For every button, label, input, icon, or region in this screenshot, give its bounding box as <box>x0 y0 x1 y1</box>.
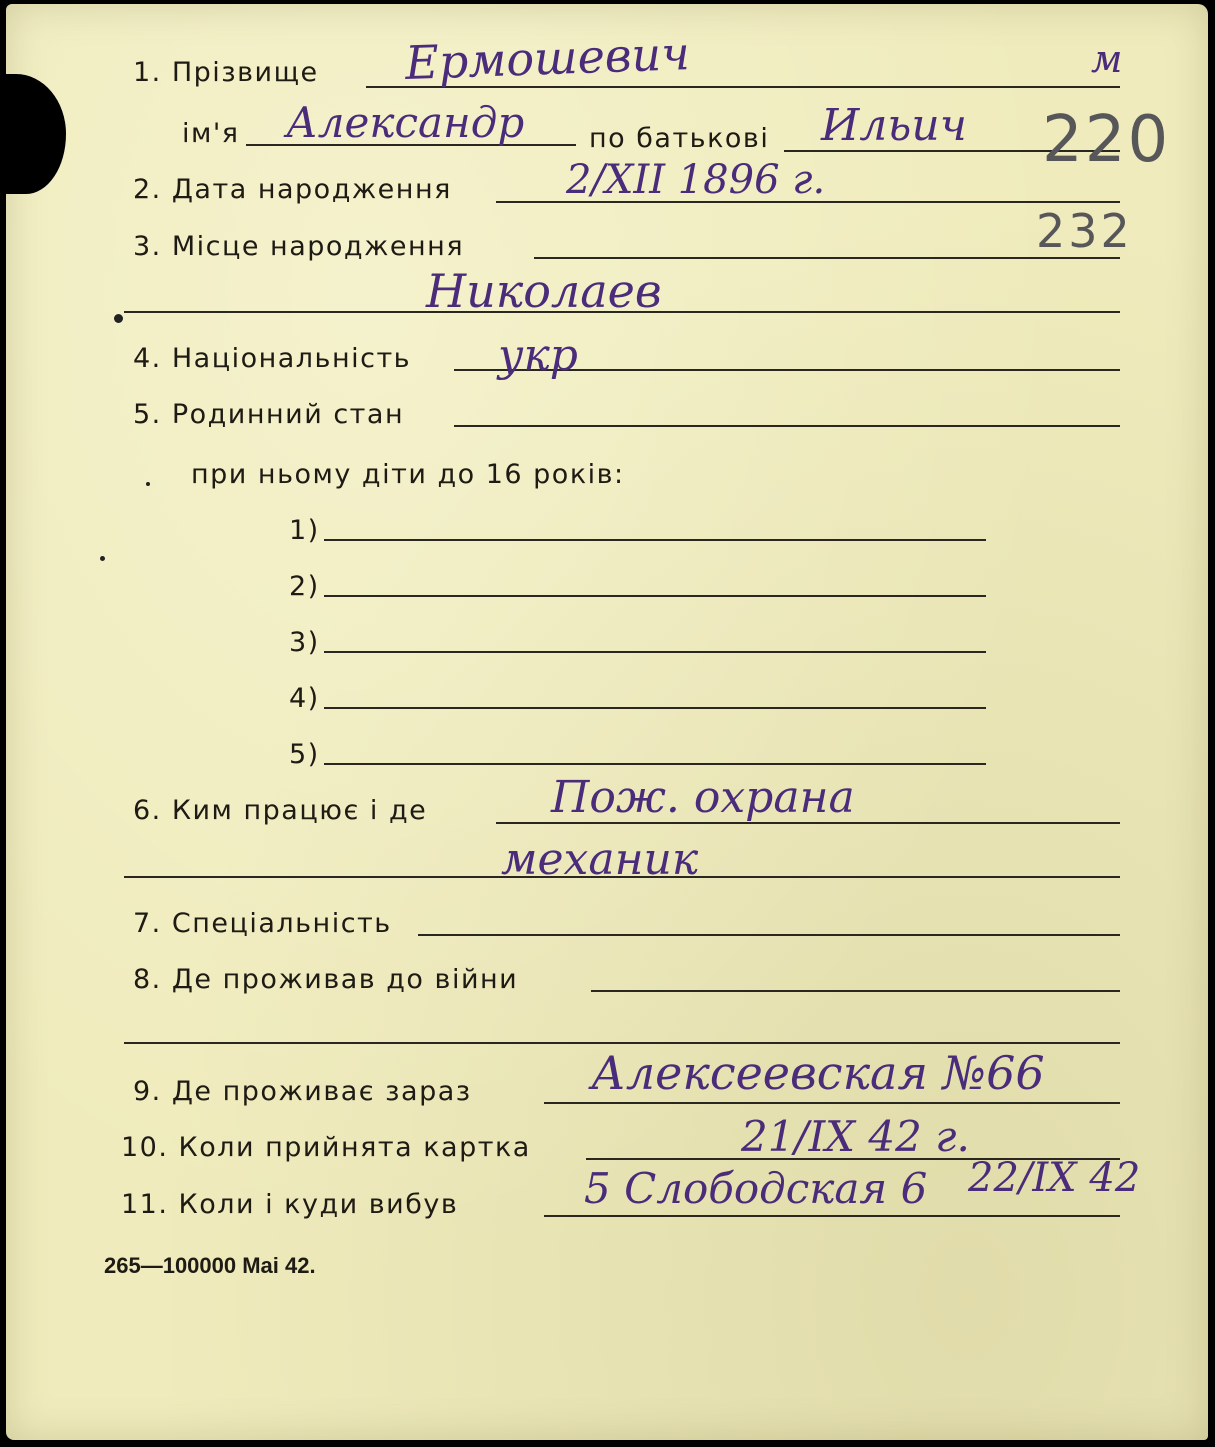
card-date-entry: 21/IX 42 г. <box>741 1112 970 1161</box>
current-residence-line <box>544 1102 1120 1104</box>
name-label: ім'я <box>182 118 240 149</box>
torn-corner <box>6 74 66 194</box>
patronymic-label: по батькові <box>589 123 770 154</box>
child-number-5: 5) <box>289 739 320 770</box>
child-line-2 <box>324 595 986 597</box>
surname-mark: м <box>1091 37 1123 81</box>
nationality-label: 4. Національність <box>133 343 412 374</box>
pencil-number-1: 220 <box>1042 103 1171 177</box>
specialty-line <box>418 934 1120 936</box>
patronymic-entry: Ильич <box>821 100 968 151</box>
departure-place-entry: 5 Слободская 6 <box>584 1164 928 1213</box>
birthplace-entry: Николаев <box>426 264 662 318</box>
departure-line <box>544 1215 1120 1217</box>
registration-card <box>6 4 1208 1440</box>
card-date-label: 10. Коли прийнята картка <box>121 1132 531 1163</box>
child-number-4: 4) <box>289 683 320 714</box>
pencil-number-2: 232 <box>1036 204 1133 258</box>
departure-date-entry: 22/IX 42 <box>968 1155 1141 1201</box>
prewar-label: 8. Де проживав до війни <box>133 964 519 995</box>
prewar-line-2 <box>124 1042 1120 1044</box>
work-entry-2: механик <box>501 834 699 885</box>
ink-spot <box>114 314 123 323</box>
current-residence-entry: Алексеевская №66 <box>591 1046 1045 1100</box>
name-entry: Александр <box>286 98 525 147</box>
marital-line <box>454 425 1120 427</box>
surname-entry: Ермошевич <box>404 26 691 90</box>
speck <box>100 556 105 561</box>
child-number-3: 3) <box>289 627 320 658</box>
child-line-4 <box>324 707 986 709</box>
current-residence-label: 9. Де проживає зараз <box>133 1076 472 1107</box>
speck <box>146 482 150 486</box>
child-line-3 <box>324 651 986 653</box>
children-label: при ньому діти до 16 років: <box>191 459 625 490</box>
specialty-label: 7. Спеціальність <box>133 908 392 939</box>
surname-label: 1. Прізвище <box>133 57 319 88</box>
nationality-entry: укр <box>498 330 578 381</box>
birthplace-line-1 <box>534 257 1120 259</box>
marital-label: 5. Родинний стан <box>133 399 405 430</box>
work-entry-1: Пож. охрана <box>551 772 855 823</box>
birthplace-label: 3. Місце народження <box>133 231 465 262</box>
work-label: 6. Ким працює і де <box>133 795 428 826</box>
child-line-1 <box>324 539 986 541</box>
prewar-line-1 <box>591 990 1120 992</box>
birthdate-entry: 2/XII 1896 г. <box>566 157 826 203</box>
departure-label: 11. Коли і куди вибув <box>121 1189 459 1220</box>
child-line-5 <box>324 763 986 765</box>
print-code: 265—100000 Mai 42. <box>104 1253 316 1278</box>
child-number-1: 1) <box>289 515 320 546</box>
child-number-2: 2) <box>289 571 320 602</box>
birthdate-label: 2. Дата народження <box>133 174 452 205</box>
